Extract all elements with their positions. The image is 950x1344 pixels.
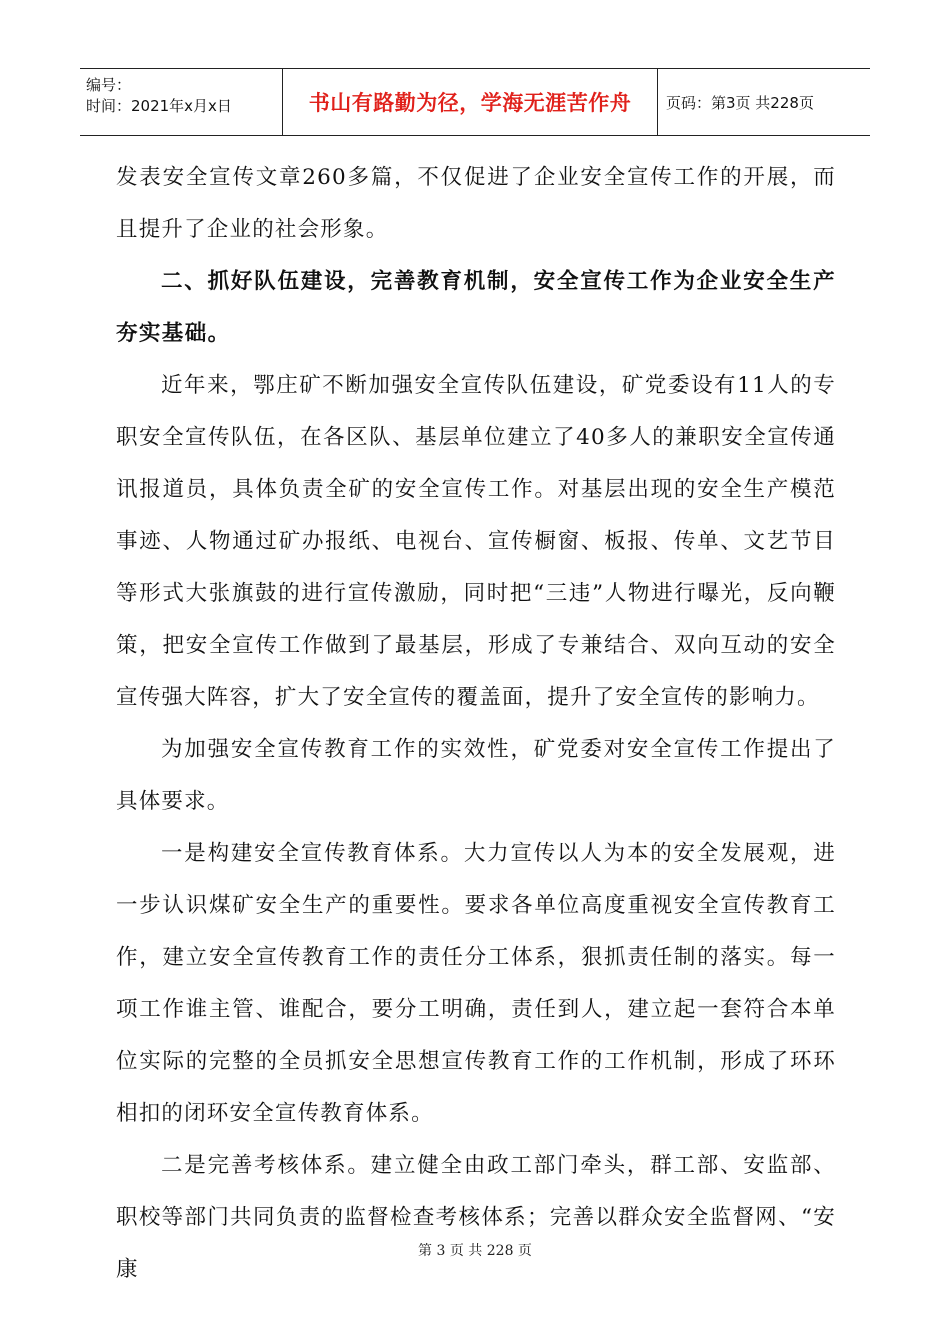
header-meta [80,69,283,135]
document-body [116,152,836,1296]
body-paragraph: 为加强安全宣传教育工作的实效性，矿党委对安全宣传工作提出了具体要求。 [116,737,836,814]
body-paragraph: 二是完善考核体系。建立健全由政工部门牵头，群工部、安监部、职校等部门共同负责的监督检查考核体系；完善以群众安全监督网、“安康 [116,1153,836,1282]
page-header [80,68,870,136]
header-page-info: 页码：第3页 共228页 [666,93,814,112]
document-number-label: 编号： [86,76,132,94]
page-footer: 第 3 页 共 228 页 [418,1243,532,1259]
body-paragraph: 近年来，鄂庄矿不断加强安全宣传队伍建设，矿党委设有11人的专职安全宣传队伍，在各区队、基层单位建立了40多人的兼职安全宣传通讯报道员，具体负责全矿的安全宣传工作。对基层出现的安全生产模范事迹、人物通过矿办报纸、电视台、宣传橱窗、板报、传单、文艺节目等形式大张旗鼓的进行宣传激励，同时把“三违”人物进行曝光，反向鞭策，把安全宣传工作做到了最基层，形成了专兼结合、双向互动的安全宣传强大阵容，扩大了安全宣传的覆盖面，提升了安全宣传的影响力。 [116,373,836,710]
document-date: 时间：2021年x月x日 [86,97,232,115]
body-paragraph: 一是构建安全宣传教育体系。大力宣传以人为本的安全发展观，进一步认识煤矿安全生产的重要性。要求各单位高度重视安全宣传教育工作，建立安全宣传教育工作的责任分工体系，狠抓责任制的落实。每一项工作谁主管、谁配合，要分工明确，责任到人，建立起一套符合本单位实际的完整的全员抓安全思想宣传教育工作的工作机制，形成了环环相扣的闭环安全宣传教育体系。 [116,841,836,1126]
section-heading: 二、抓好队伍建设，完善教育机制，安全宣传工作为企业安全生产夯实基础。 [116,269,836,346]
header-motto: 书山有路勤为径，学海无涯苦作舟 [283,69,658,135]
body-paragraph: 发表安全宣传文章260多篇，不仅促进了企业安全宣传工作的开展，而且提升了企业的社会形象。 [116,165,836,242]
